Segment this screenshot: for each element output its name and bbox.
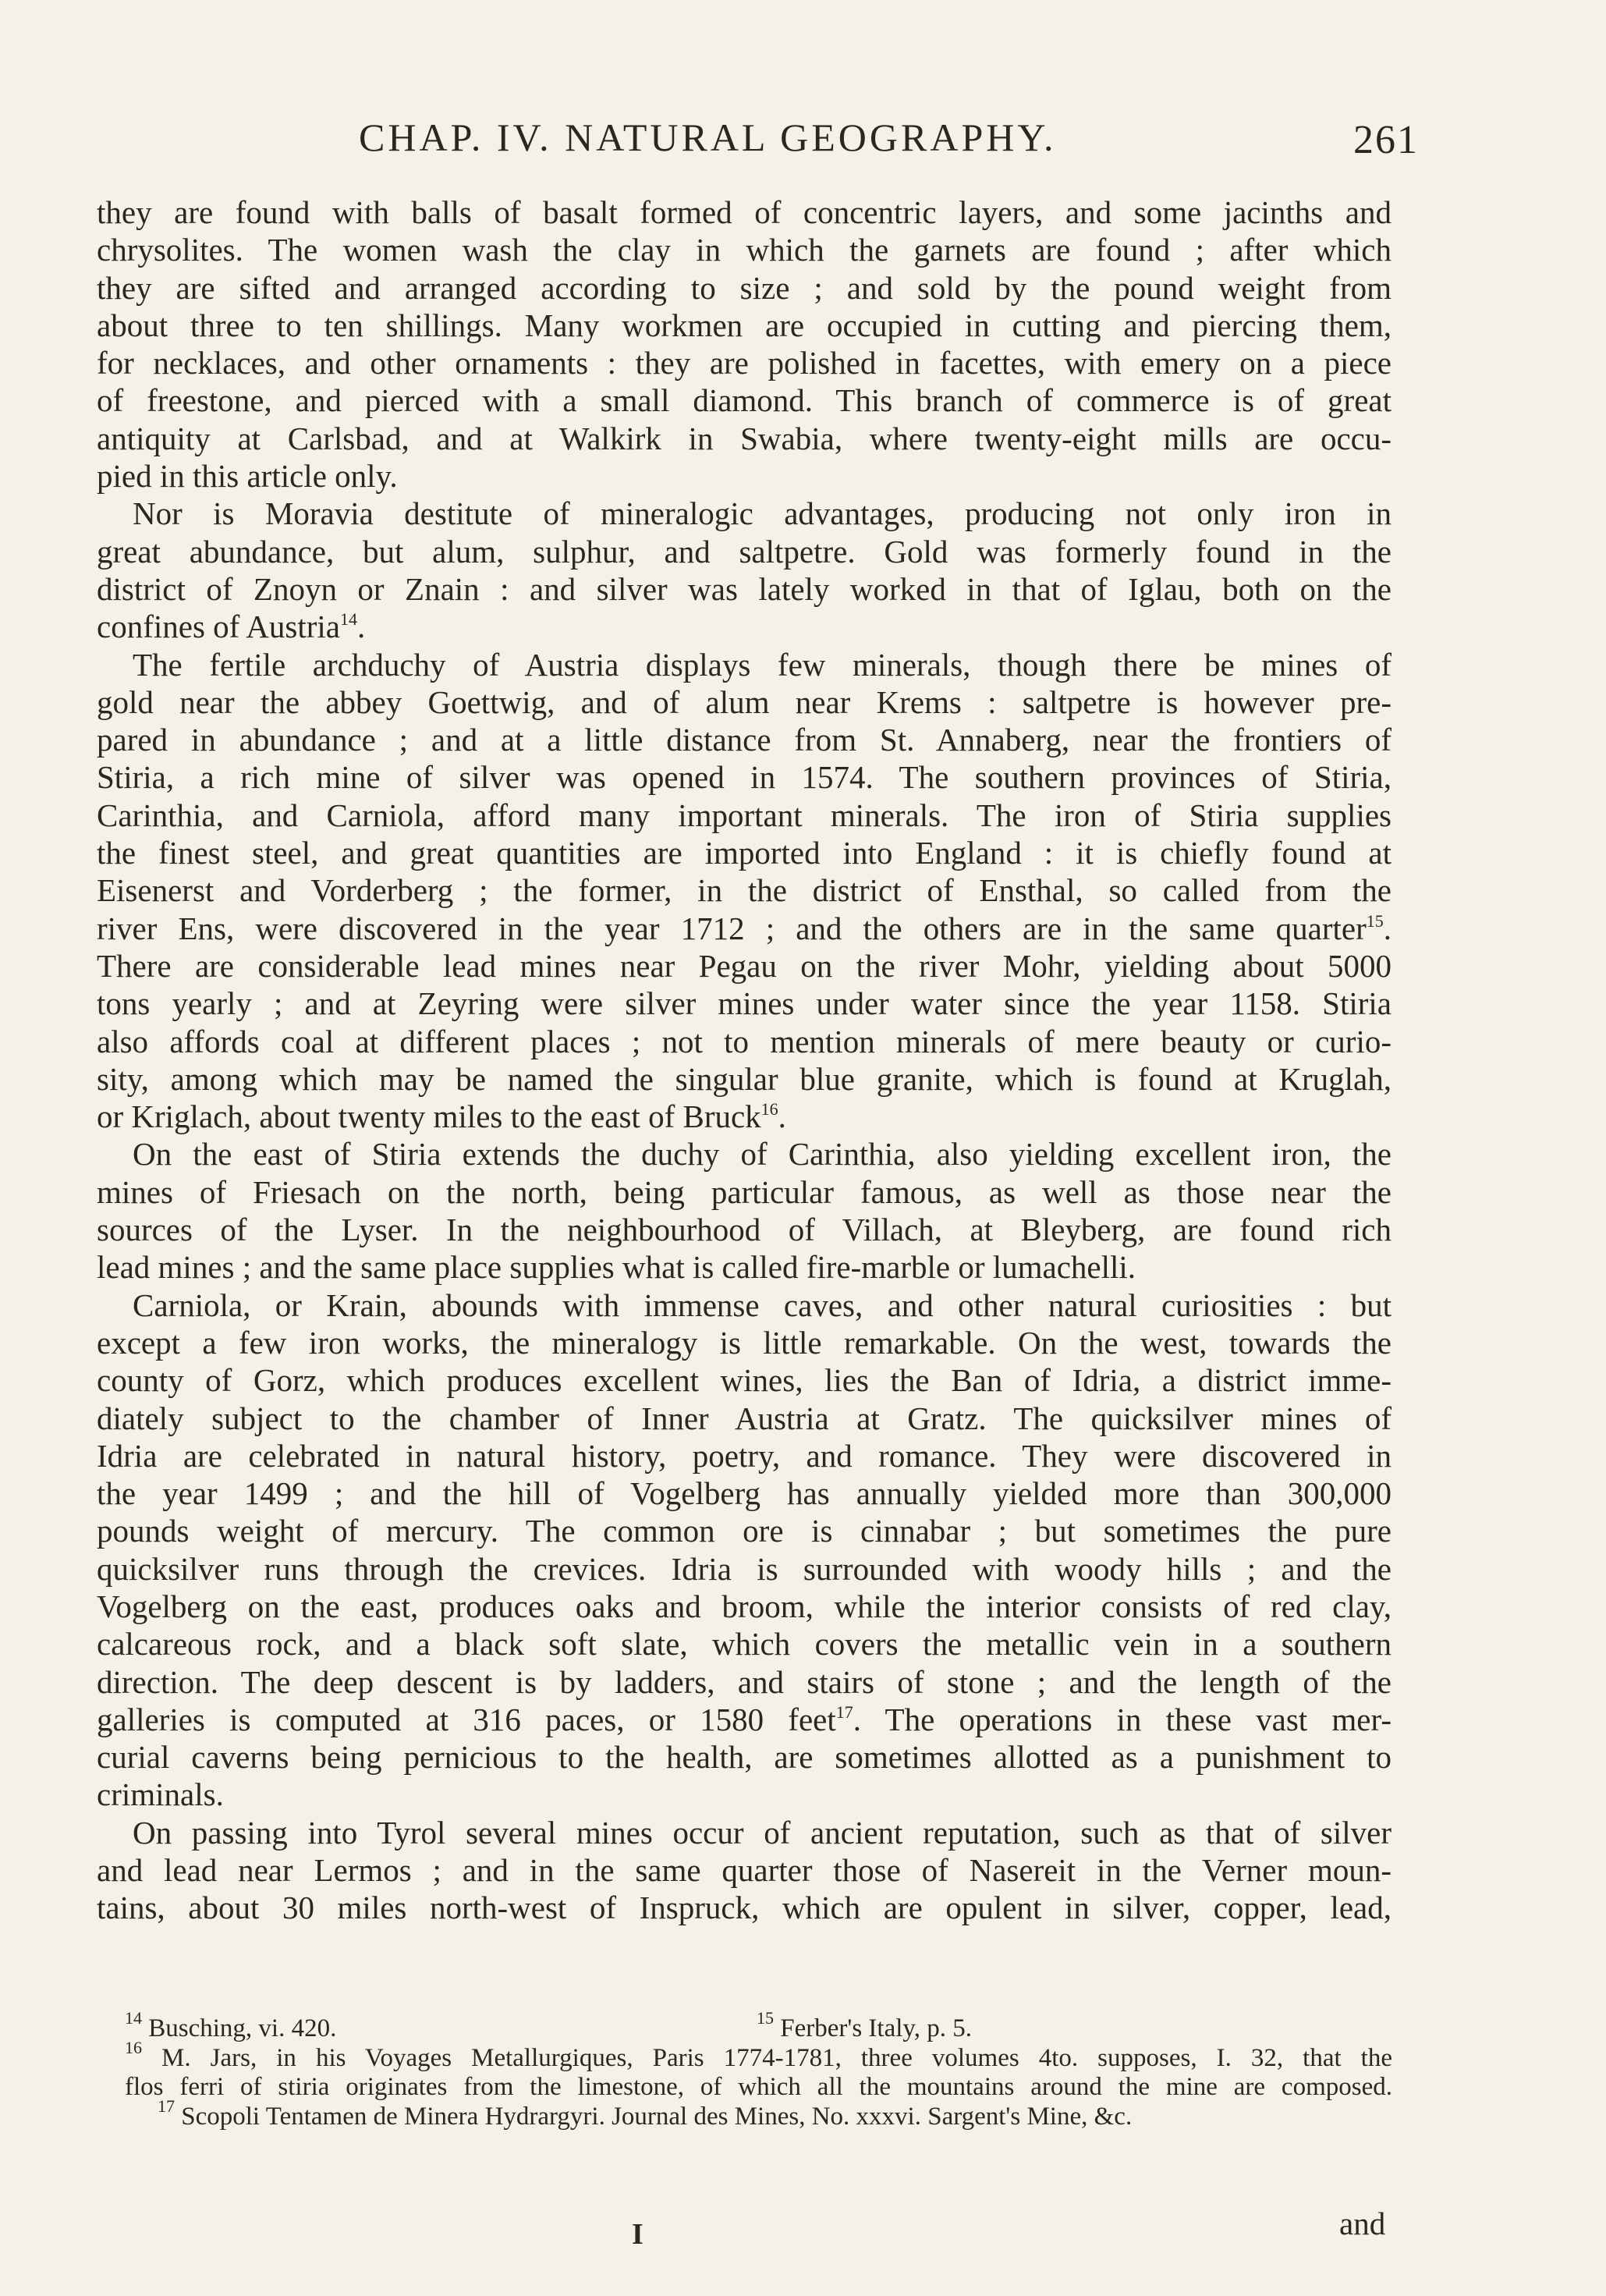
footnote-text: Scopoli Tentamen de Minera Hydrargyri. Journal des Mines, No. xxxvi. Sargent's Mine, &c. (181, 2102, 1133, 2131)
text-line: direction. The deep descent is by ladders, and stairs of stone ; and the length of the (97, 1663, 1392, 1700)
text-line: antiquity at Carlsbad, and at Walkirk in Swabia, where twenty-eight mills are occu- (97, 420, 1392, 456)
text-line: diately subject to the chamber of Inner Austria at Gratz. The quicksilver mines of (97, 1400, 1392, 1436)
text-line: the finest steel, and great quantities are imported into England : it is chiefly found at (97, 835, 1392, 871)
text-line: pounds weight of mercury. The common ore is cinnabar ; but sometimes the pure (97, 1513, 1392, 1549)
text-line: district of Znoyn or Znain : and silver was lately worked in that of Iglau, both on the (97, 570, 1392, 607)
punctuation: . (356, 609, 366, 645)
text-line: curial caverns being pernicious to the health, are sometimes allotted as a punishment to (97, 1739, 1392, 1776)
text-line: for necklaces, and other ornaments : they are polished in facettes, with emery on a piece (97, 345, 1392, 381)
footnote-mark: 15 (757, 2008, 774, 2028)
footnote-16-continued: flos ferri of stiria originates from the limestone, of which all the mountains around the mine are composed. (125, 2073, 1392, 2101)
text-line (97, 1098, 1392, 1135)
footnotes (125, 2008, 1392, 2131)
text-line: great abundance, but alum, sulphur, and saltpetre. Gold was formerly found in the (97, 533, 1392, 570)
text-line: The fertile archduchy of Austria displays few minerals, though there be mines of (133, 646, 1392, 683)
text-line: Nor is Moravia destitute of mineralogic advantages, producing not only iron in (133, 495, 1392, 532)
text-segment: galleries is computed at 316 paces, or 1580 feet (97, 1701, 836, 1737)
text-line: There are considerable lead mines near Pegau on the river Mohr, yielding about 5000 (97, 947, 1392, 984)
text-line: sity, among which may be named the singular blue granite, which is found at Kruglah, (97, 1060, 1392, 1097)
footnote-mark: 17 (158, 2095, 175, 2116)
footnote-reference: 16 (760, 1099, 778, 1120)
footnote-text: Busching, vi. 420. (148, 2014, 337, 2042)
text-line: calcareous rock, and a black soft slate, which covers the metallic vein in a southern (97, 1626, 1392, 1663)
text-line: pied in this article only. (97, 458, 398, 495)
text-line: about three to ten shillings. Many workmen are occupied in cutting and piercing them, (97, 307, 1392, 343)
text-line: pared in abundance ; and at a little distance from St. Annaberg, near the frontiers of (97, 722, 1392, 758)
text-line (97, 1701, 1392, 1738)
signature-mark: I (632, 2218, 643, 2251)
footnote-text: Ferber's Italy, p. 5. (780, 2014, 972, 2042)
running-title: CHAP. IV. NATURAL GEOGRAPHY. (359, 115, 1057, 159)
footnote-reference: 17 (835, 1702, 853, 1722)
footnote-16 (125, 2037, 1392, 2074)
text-segment: or Kriglach, about twenty miles to the east of Bruck (97, 1098, 761, 1135)
text-line (97, 608, 1392, 645)
body-text (97, 193, 1392, 1927)
footnote-text: M. Jars, in his Voyages Metallurgiques, Paris 1774-1781, three volumes 4to. supposes, I. 32, that the (161, 2043, 1392, 2072)
text-line: except a few iron works, the mineralogy is little remarkable. On the west, towards the (97, 1324, 1392, 1361)
text-line: Eisenerst and Vorderberg ; the former, in the district of Ensthal, so called from the (97, 872, 1392, 909)
text-line: Idria are celebrated in natural history, poetry, and romance. They were discovered in (97, 1437, 1392, 1474)
text-line: On the east of Stiria extends the duchy of Carinthia, also yielding excellent iron, the (133, 1136, 1392, 1173)
text-line: and lead near Lermos ; and in the same quarter those of Nasereit in the Verner moun- (97, 1852, 1392, 1889)
catchword: and (1339, 2206, 1386, 2241)
text-line: Vogelberg on the east, produces oaks and broom, while the interior consists of red clay, (97, 1588, 1392, 1624)
footnote-reference: 14 (339, 609, 357, 630)
text-line: chrysolites. The women wash the clay in which the garnets are found ; after which (97, 232, 1392, 268)
text-segment: . The operations in these vast mer- (853, 1701, 1392, 1737)
text-line: Carniola, or Krain, abounds with immense caves, and other natural curiosities : but (133, 1286, 1392, 1323)
footnote-14 (125, 2008, 757, 2044)
text-line: criminals. (97, 1776, 224, 1813)
footnote-mark: 16 (125, 2037, 142, 2057)
text-line: mines of Friesach on the north, being particular famous, as well as those near the (97, 1173, 1392, 1210)
text-line: lead mines ; and the same place supplies what is called fire-marble or lumachelli. (97, 1249, 1136, 1286)
text-line (97, 910, 1392, 947)
text-line: Carinthia, and Carniola, afford many important minerals. The iron of Stiria supplies (97, 797, 1392, 833)
text-segment: confines of Austria (97, 609, 340, 645)
footnote-reference: 15 (1366, 910, 1384, 931)
text-line: sources of the Lyser. In the neighbourhood of Villach, at Bleyberg, are found rich (97, 1212, 1392, 1248)
footnote-15 (757, 2008, 972, 2044)
text-line: county of Gorz, which produces excellent wines, lies the Ban of Idria, a district imme- (97, 1362, 1392, 1399)
text-line: tains, about 30 miles north-west of Inspruck, which are opulent in silver, copper, lead, (97, 1890, 1392, 1926)
page-number: 261 (1353, 118, 1419, 162)
text-line: of freestone, and pierced with a small diamond. This branch of commerce is of great (97, 382, 1392, 419)
punctuation: . (778, 1098, 786, 1135)
text-line: gold near the abbey Goettwig, and of alum near Krems : saltpetre is however pre- (97, 683, 1392, 720)
text-line: the year 1499 ; and the hill of Vogelberg has annually yielded more than 300,000 (97, 1475, 1392, 1512)
footnote-mark: 14 (125, 2008, 142, 2028)
text-line: also affords coal at different places ; not to mention minerals of mere beauty or curio- (97, 1023, 1392, 1059)
text-line: they are sifted and arranged according to size ; and sold by the pound weight from (97, 269, 1392, 306)
punctuation: . (1383, 910, 1392, 946)
footnote-row (125, 2008, 1392, 2044)
text-line: quicksilver runs through the crevices. Idria is surrounded with woody hills ; and the (97, 1550, 1392, 1587)
text-line: they are found with balls of basalt formed of concentric layers, and some jacinths and (97, 194, 1392, 230)
text-line: On passing into Tyrol several mines occur of ancient reputation, such as that of silver (133, 1814, 1392, 1851)
text-segment: river Ens, were discovered in the year 1712 ; and the others are in the same quarter (97, 910, 1367, 946)
text-line: Stiria, a rich mine of silver was opened in 1574. The southern provinces of Stiria, (97, 759, 1392, 796)
text-line: tons yearly ; and at Zeyring were silver mines under water since the year 1158. Stiria (97, 985, 1392, 1022)
footnote-17 (125, 2095, 1392, 2132)
